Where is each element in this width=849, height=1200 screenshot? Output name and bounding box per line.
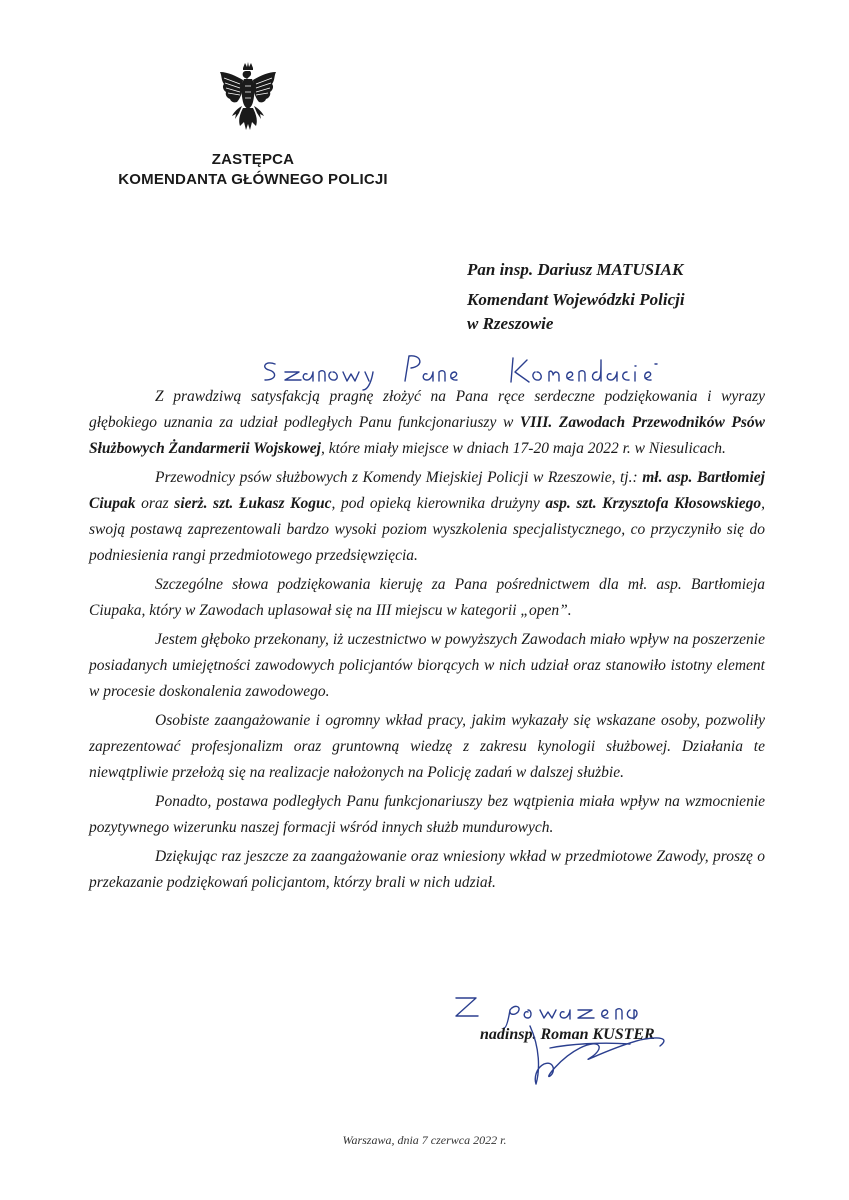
issuer-block xyxy=(108,150,398,190)
paragraph-2-text-a: Przewodnicy psów służbowych z Komendy Miejskiej Policji w Rzeszowie, tj.: xyxy=(155,469,643,486)
body-paragraph-3: Szczególne słowa podziękowania kieruję za Pana pośrednictwem dla mł. asp. Bartłomieja Ciupaka, który w Zawodach uplasował się na III miejscu w kategorii „open”. xyxy=(89,576,765,619)
officer-name-1: mł. asp. Bartłomiej Ciupak xyxy=(89,469,765,512)
paragraph-1-text-a: Z prawdziwą satysfakcją pragnę złożyć na Pana ręce serdeczne podziękowania i wyrazy głębokiego uznania za udział podległych Panu funkcjonariuszy w xyxy=(89,388,765,431)
body-paragraph-4: Jestem głęboko przekonany, iż uczestnictwo w powyższych Zawodach miało wpływ na poszerzenie posiadanych umiejętności zawodowych policjantów biorących w nich udział oraz stanowiło istotny element w procesie doskonalenia zawodowego. xyxy=(89,631,765,700)
letter-body xyxy=(89,384,765,899)
recipient-title: Komendant Wojewódzki Policji xyxy=(467,290,685,309)
place-and-date: Warszawa, dnia 7 czerwca 2022 r. xyxy=(342,1133,507,1147)
body-paragraph-2 xyxy=(89,465,765,569)
event-name: VIII. Zawodach Przewodników Psów Służbowych Żandarmerii Wojskowej xyxy=(89,414,765,457)
paragraph-2-text-e: , pod opieką kierownika drużyny xyxy=(331,495,546,512)
paragraph-1-text-c: , które miały miejsce w dniach 17-20 maja 2022 r. w Niesulicach. xyxy=(320,440,726,457)
issuer-title-line1: ZASTĘPCA xyxy=(211,151,295,168)
recipient-name: Pan insp. Dariusz MATUSIAK xyxy=(467,260,684,279)
paragraph-2-text-g: , swoją postawą zaprezentowali bardzo wysoki poziom wyszkolenia specjalistycznego, co przyczyniło się do podniesienia rangi przedmiotowego przedsięwzięcia. xyxy=(89,495,765,564)
signer-name: nadinsp. Roman KUSTER xyxy=(480,1026,655,1043)
polish-eagle-emblem-icon xyxy=(216,62,280,136)
recipient-city: w Rzeszowie xyxy=(467,314,554,333)
body-paragraph-6: Ponadto, postawa podległych Panu funkcjonariuszy bez wątpienia miała wpływ na wzmocnienie pozytywnego wizerunku naszej formacji wśród innych służb mundurowych. xyxy=(89,793,765,836)
body-paragraph-5: Osobiste zaangażowanie i ogromny wkład pracy, jakim wykazały się wskazane osoby, pozwoliły zaprezentować profesjonalizm oraz gruntowną wiedzę z zakresu kynologii służbowej. Działania te niewątpliwie przełożą się na realizacje nałożonych na Policję zadań w dalszej służbie. xyxy=(89,712,765,781)
handwritten-signature xyxy=(510,1018,690,1088)
paragraph-2-text-c: oraz xyxy=(135,495,175,512)
officer-name-2: sierż. szt. Łukasz Koguc xyxy=(174,495,332,512)
issuer-title-line2: KOMENDANTA GŁÓWNEGO POLICJI xyxy=(118,171,388,188)
team-leader-name: asp. szt. Krzysztofa Kłosowskiego xyxy=(545,495,762,512)
recipient-address-block xyxy=(467,258,685,336)
body-paragraph-1 xyxy=(89,384,765,462)
body-paragraph-7: Dziękując raz jeszcze za zaangażowanie oraz wniesiony wkład w przedmiotowe Zawody, proszę o przekazanie podziękowań policjantom, którzy brali w nich udział. xyxy=(89,848,765,891)
